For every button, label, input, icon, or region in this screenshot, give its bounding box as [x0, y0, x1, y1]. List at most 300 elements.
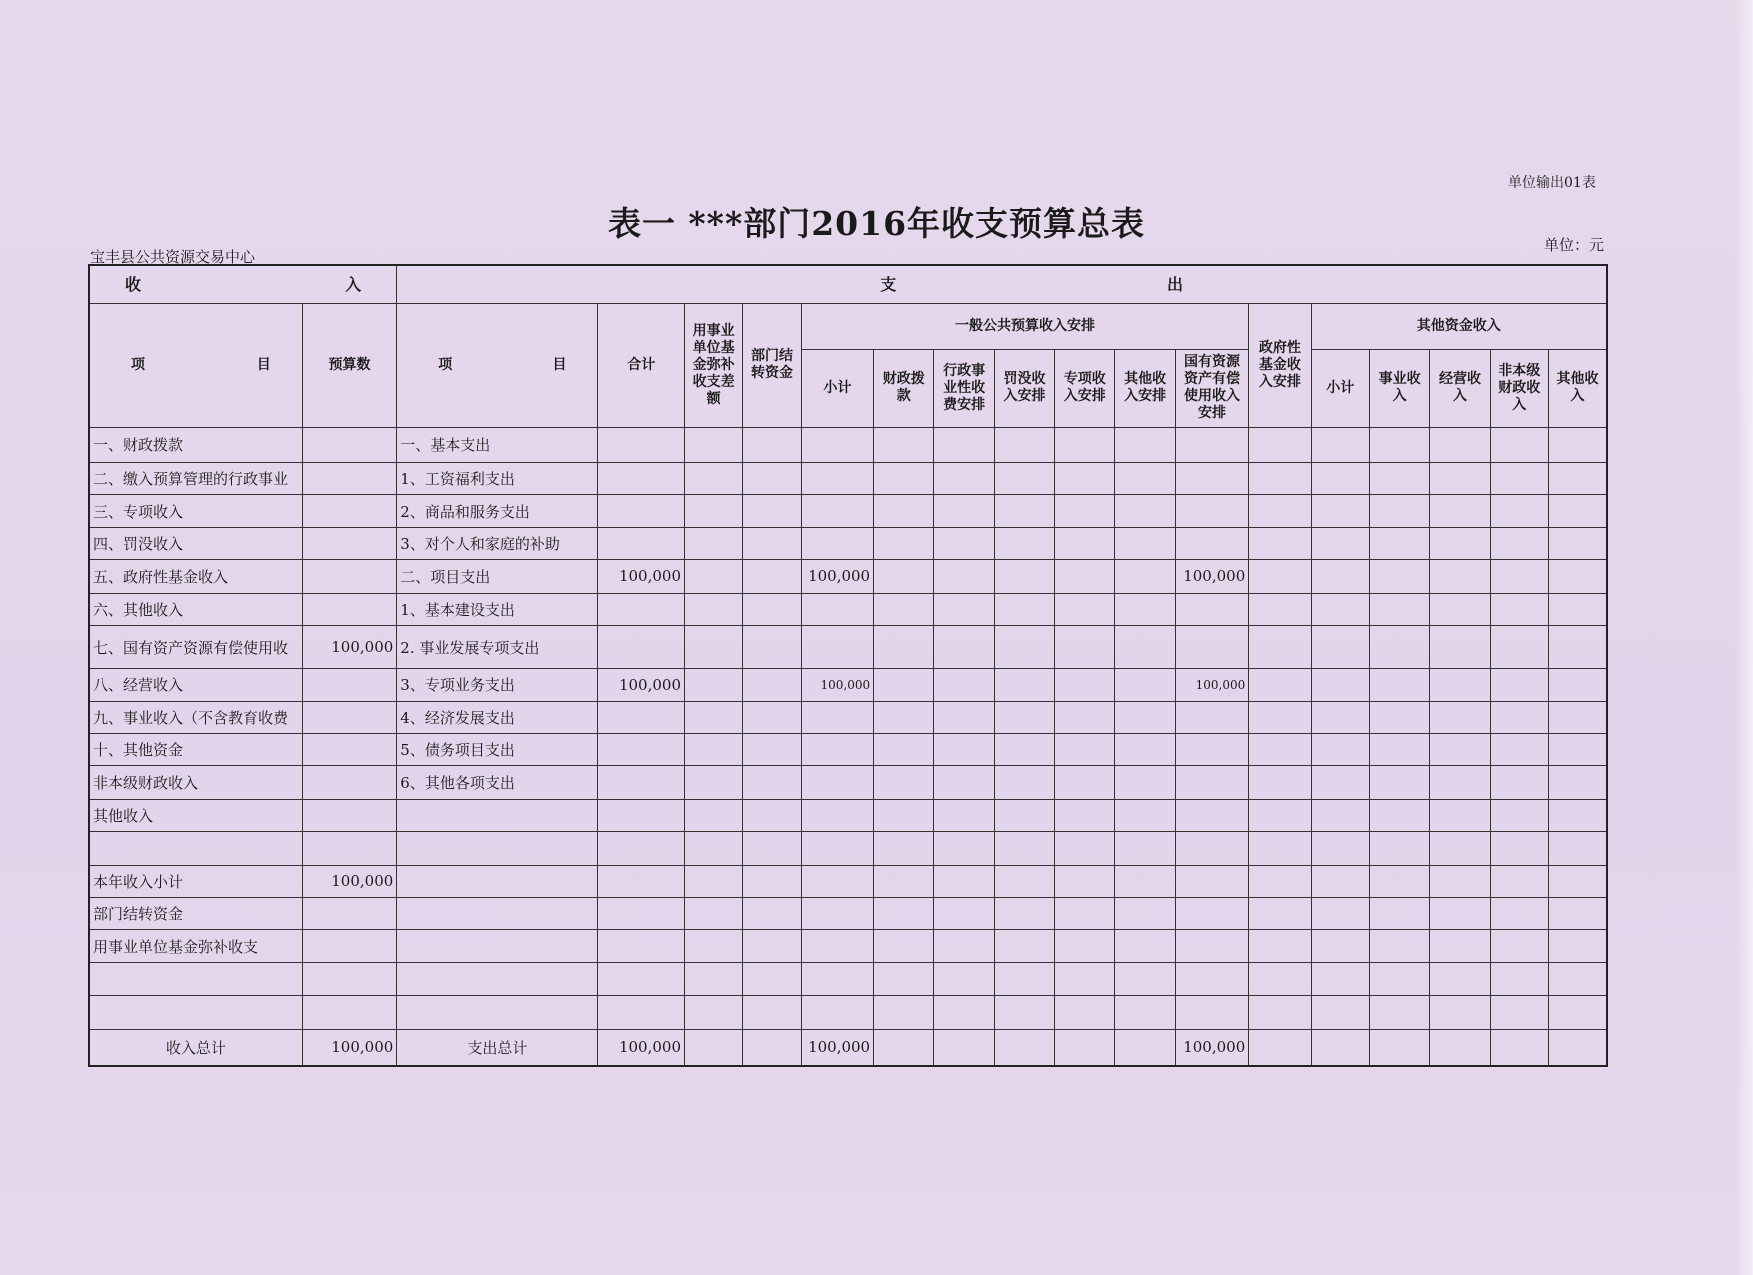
general-subtotal-cell: [801, 898, 873, 930]
carryover-header: 部门结转资金: [743, 303, 801, 427]
expense-item-cell: 支出总计: [397, 1029, 598, 1066]
general-detail-cell: [1115, 669, 1175, 701]
fund-balance-cell: [684, 463, 742, 495]
general-detail-cell: [874, 527, 934, 559]
carryover-cell: [743, 766, 801, 799]
budget-cell: [302, 962, 397, 995]
other-funds-cell: [1369, 626, 1429, 669]
general-detail-cell: [1115, 799, 1175, 831]
fund-balance-cell: [684, 560, 742, 593]
carryover-cell: [743, 832, 801, 865]
budget-cell: [302, 527, 397, 559]
expense-item-cell: [397, 865, 598, 897]
other-funds-cell: [1369, 427, 1429, 463]
fund-balance-cell: [684, 930, 742, 962]
general-detail-cell: [1055, 527, 1115, 559]
general-detail-cell: [934, 832, 994, 865]
budget-cell: [302, 495, 397, 527]
total-cell: [598, 593, 685, 625]
expense-item-cell: 1、工资福利支出: [397, 463, 598, 495]
other-funds-cell: [1548, 766, 1607, 799]
income-header: 收 入: [89, 265, 397, 303]
table-row: [89, 832, 1607, 865]
other-funds-cell: [1490, 996, 1548, 1029]
general-detail-cell: [934, 669, 994, 701]
general-detail-cell: [934, 962, 994, 995]
general-detail-cell: [874, 766, 934, 799]
fund-balance-cell: [684, 733, 742, 765]
total-cell: [598, 930, 685, 962]
general-detail-cell: [1055, 495, 1115, 527]
other-funds-cell: [1311, 832, 1369, 865]
other-funds-cell: [1548, 733, 1607, 765]
other-funds-cell: [1490, 832, 1548, 865]
general-detail-cell: [874, 427, 934, 463]
income-item-cell: 非本级财政收入: [89, 766, 302, 799]
general-detail-cell: [1115, 962, 1175, 995]
general-subtotal-cell: [801, 733, 873, 765]
table-row: [89, 463, 1607, 495]
other-funds-cell: [1311, 865, 1369, 897]
income-item-cell: 九、事业收入（不含教育收费: [89, 701, 302, 733]
income-item-cell: 六、其他收入: [89, 593, 302, 625]
gov-fund-cell: [1249, 1029, 1311, 1066]
carryover-cell: [743, 593, 801, 625]
total-cell: [598, 626, 685, 669]
general-detail-cell: [994, 495, 1054, 527]
unit-name: 宝丰县公共资源交易中心: [90, 248, 256, 266]
other-funds-cell: [1369, 560, 1429, 593]
total-cell: 100,000: [598, 669, 685, 701]
general-detail-cell: [1055, 766, 1115, 799]
general-detail-cell: [934, 996, 994, 1029]
other-funds-cell: [1311, 626, 1369, 669]
carryover-cell: [743, 799, 801, 831]
carryover-cell: [743, 996, 801, 1029]
state-assets-cell: [1175, 865, 1248, 897]
budget-cell: [302, 427, 397, 463]
total-cell: [598, 766, 685, 799]
general-detail-cell: [1055, 593, 1115, 625]
general-detail-cell: [874, 669, 934, 701]
budget-cell: [302, 593, 397, 625]
other-funds-cell: [1548, 701, 1607, 733]
other-funds-cell: [1369, 930, 1429, 962]
other-funds-cell: [1490, 593, 1548, 625]
budget-cell: [302, 766, 397, 799]
carryover-cell: [743, 626, 801, 669]
general-subtotal-cell: [801, 766, 873, 799]
gov-fund-cell: [1249, 898, 1311, 930]
state-assets-cell: [1175, 766, 1248, 799]
general-subtotal-cell: 100,000: [801, 669, 873, 701]
gov-fund-cell: [1249, 799, 1311, 831]
other-funds-cell: [1548, 962, 1607, 995]
total-cell: [598, 527, 685, 559]
general-detail-cell: [934, 865, 994, 897]
expense-item-cell: 2、商品和服务支出: [397, 495, 598, 527]
table-row: [89, 733, 1607, 765]
other-funds-cell: [1548, 463, 1607, 495]
general-detail-cell: [994, 427, 1054, 463]
gov-fund-cell: [1249, 560, 1311, 593]
fiscal-allocation-header: 财政拨款: [874, 349, 934, 427]
general-detail-cell: [1055, 898, 1115, 930]
fund-balance-cell: [684, 669, 742, 701]
other-funds-cell: [1430, 799, 1490, 831]
general-detail-cell: [934, 701, 994, 733]
total-cell: [598, 996, 685, 1029]
state-assets-cell: [1175, 898, 1248, 930]
other-funds-cell: [1490, 495, 1548, 527]
other-funds-cell: [1548, 626, 1607, 669]
general-subtotal-cell: [801, 593, 873, 625]
other-funds-cell: [1311, 527, 1369, 559]
budget-cell: [302, 701, 397, 733]
table-row: [89, 898, 1607, 930]
income-item-cell: 五、政府性基金收入: [89, 560, 302, 593]
other-funds-cell: [1490, 527, 1548, 559]
state-assets-cell: [1175, 996, 1248, 1029]
other-funds-cell: [1369, 1029, 1429, 1066]
income-item-header: 项 目: [89, 303, 302, 427]
other-funds-cell: [1490, 898, 1548, 930]
general-detail-cell: [934, 799, 994, 831]
other-funds-cell: [1430, 593, 1490, 625]
total-cell: [598, 733, 685, 765]
budget-cell: [302, 832, 397, 865]
general-detail-cell: [874, 930, 934, 962]
table-row: [89, 427, 1607, 463]
other-funds-cell: [1369, 701, 1429, 733]
other-funds-cell: [1548, 593, 1607, 625]
other-funds-cell: [1369, 799, 1429, 831]
budget-cell: [302, 669, 397, 701]
general-subtotal-cell: [801, 962, 873, 995]
carryover-cell: [743, 427, 801, 463]
other-subtotal-header: 小计: [1311, 349, 1369, 427]
budget-cell: [302, 560, 397, 593]
expense-item-cell: [397, 962, 598, 995]
table-row: [89, 527, 1607, 559]
other-funds-cell: [1548, 799, 1607, 831]
total-cell: [598, 495, 685, 527]
budget-cell: 100,000: [302, 865, 397, 897]
state-assets-cell: [1175, 427, 1248, 463]
general-detail-cell: [1055, 930, 1115, 962]
other-funds-cell: [1548, 669, 1607, 701]
general-detail-cell: [874, 495, 934, 527]
admin-fee-header: 行政事业性收费安排: [934, 349, 994, 427]
fund-balance-cell: [684, 962, 742, 995]
non-local-fiscal-header: 非本级财政收入: [1490, 349, 1548, 427]
general-detail-cell: [934, 427, 994, 463]
state-assets-cell: [1175, 733, 1248, 765]
budget-cell: [302, 898, 397, 930]
gov-fund-cell: [1249, 996, 1311, 1029]
expense-item-cell: 1、基本建设支出: [397, 593, 598, 625]
state-assets-cell: [1175, 593, 1248, 625]
state-assets-cell: [1175, 527, 1248, 559]
general-detail-cell: [994, 560, 1054, 593]
state-assets-cell: [1175, 463, 1248, 495]
other-funds-cell: [1490, 626, 1548, 669]
general-detail-cell: [994, 626, 1054, 669]
other-funds-cell: [1430, 832, 1490, 865]
other-funds-cell: [1369, 495, 1429, 527]
income-item-cell: [89, 996, 302, 1029]
other-funds-cell: [1369, 898, 1429, 930]
gov-fund-cell: [1249, 766, 1311, 799]
general-detail-cell: [1055, 962, 1115, 995]
gov-fund-cell: [1249, 463, 1311, 495]
carryover-cell: [743, 701, 801, 733]
expense-item-cell: 3、专项业务支出: [397, 669, 598, 701]
other-funds-cell: [1311, 930, 1369, 962]
general-detail-cell: [874, 832, 934, 865]
budget-cell: [302, 733, 397, 765]
expense-item-cell: [397, 832, 598, 865]
carryover-cell: [743, 930, 801, 962]
other-funds-cell: [1369, 996, 1429, 1029]
gov-fund-cell: [1249, 832, 1311, 865]
general-detail-cell: [994, 701, 1054, 733]
expense-item-cell: 3、对个人和家庭的补助: [397, 527, 598, 559]
fund-balance-cell: [684, 1029, 742, 1066]
income-item-cell: 部门结转资金: [89, 898, 302, 930]
table-row: [89, 799, 1607, 831]
general-detail-cell: [1055, 832, 1115, 865]
total-cell: [598, 898, 685, 930]
other-funds-cell: [1548, 865, 1607, 897]
state-assets-cell: [1175, 626, 1248, 669]
state-assets-cell: [1175, 495, 1248, 527]
income-item-cell: 用事业单位基金弥补收支: [89, 930, 302, 962]
carryover-cell: [743, 495, 801, 527]
other-funds-cell: [1430, 898, 1490, 930]
fund-balance-cell: [684, 495, 742, 527]
other-funds-cell: [1430, 463, 1490, 495]
gov-fund-cell: [1249, 626, 1311, 669]
general-detail-cell: [994, 527, 1054, 559]
general-detail-cell: [934, 463, 994, 495]
table-row: [89, 626, 1607, 669]
general-subtotal-cell: [801, 832, 873, 865]
other-funds-cell: [1311, 962, 1369, 995]
general-subtotal-cell: [801, 701, 873, 733]
other-funds-cell: [1430, 766, 1490, 799]
other-funds-cell: [1369, 669, 1429, 701]
general-detail-cell: [874, 733, 934, 765]
other-funds-cell: [1311, 593, 1369, 625]
income-item-cell: 收入总计: [89, 1029, 302, 1066]
general-detail-cell: [994, 1029, 1054, 1066]
general-subtotal-cell: [801, 865, 873, 897]
total-cell: [598, 463, 685, 495]
form-code: 单位输出01表: [1508, 175, 1596, 191]
other-funds-cell: [1430, 996, 1490, 1029]
general-detail-cell: [934, 593, 994, 625]
general-detail-cell: [874, 701, 934, 733]
general-detail-cell: [994, 996, 1054, 1029]
income-item-cell: 四、罚没收入: [89, 527, 302, 559]
table-row: [89, 669, 1607, 701]
table-row: [89, 593, 1607, 625]
income-item-cell: [89, 962, 302, 995]
general-detail-cell: [994, 930, 1054, 962]
fund-balance-cell: [684, 832, 742, 865]
table-row: [89, 996, 1607, 1029]
general-detail-cell: [874, 463, 934, 495]
carryover-cell: [743, 463, 801, 495]
general-detail-cell: [874, 593, 934, 625]
other-funds-cell: [1490, 962, 1548, 995]
other-funds-cell: [1369, 593, 1429, 625]
other-income-header: 其他收入: [1548, 349, 1607, 427]
carryover-cell: [743, 527, 801, 559]
other-funds-cell: [1311, 463, 1369, 495]
other-funds-cell: [1430, 865, 1490, 897]
other-funds-cell: [1430, 427, 1490, 463]
general-detail-cell: [934, 527, 994, 559]
budget-table: [88, 264, 1608, 1067]
general-detail-cell: [1115, 1029, 1175, 1066]
total-cell: [598, 962, 685, 995]
general-detail-cell: [994, 766, 1054, 799]
general-subtotal-cell: [801, 996, 873, 1029]
general-detail-cell: [1055, 1029, 1115, 1066]
general-detail-cell: [1055, 560, 1115, 593]
budget-cell: 100,000: [302, 626, 397, 669]
general-detail-cell: [1115, 593, 1175, 625]
carryover-cell: [743, 733, 801, 765]
general-detail-cell: [1115, 463, 1175, 495]
general-subtotal-cell: 100,000: [801, 1029, 873, 1066]
income-item-cell: 三、专项收入: [89, 495, 302, 527]
other-funds-cell: [1430, 626, 1490, 669]
gov-fund-cell: [1249, 930, 1311, 962]
general-detail-cell: [1115, 766, 1175, 799]
expense-item-cell: [397, 799, 598, 831]
total-cell: [598, 427, 685, 463]
income-item-cell: 十、其他资金: [89, 733, 302, 765]
general-detail-cell: [874, 996, 934, 1029]
expense-item-cell: [397, 898, 598, 930]
other-funds-cell: [1548, 898, 1607, 930]
general-detail-cell: [1115, 495, 1175, 527]
income-item-cell: 本年收入小计: [89, 865, 302, 897]
other-funds-cell: [1311, 898, 1369, 930]
other-funds-cell: [1311, 766, 1369, 799]
general-detail-cell: [934, 495, 994, 527]
general-detail-cell: [934, 560, 994, 593]
general-detail-cell: [994, 799, 1054, 831]
other-funds-cell: [1311, 799, 1369, 831]
business-income-header: 事业收入: [1369, 349, 1429, 427]
other-funds-cell: [1369, 766, 1429, 799]
budget-cell: [302, 463, 397, 495]
other-funds-cell: [1311, 669, 1369, 701]
other-funds-cell: [1548, 832, 1607, 865]
general-subtotal-cell: [801, 527, 873, 559]
other-funds-cell: [1311, 733, 1369, 765]
income-item-cell: 其他收入: [89, 799, 302, 831]
general-detail-cell: [1055, 865, 1115, 897]
general-detail-cell: [934, 930, 994, 962]
general-detail-cell: [934, 733, 994, 765]
other-funds-cell: [1369, 527, 1429, 559]
other-funds-cell: [1490, 930, 1548, 962]
other-funds-cell: [1490, 560, 1548, 593]
other-funds-cell: [1548, 527, 1607, 559]
other-funds-cell: [1490, 865, 1548, 897]
other-funds-cell: [1430, 930, 1490, 962]
carryover-cell: [743, 898, 801, 930]
other-funds-cell: [1369, 463, 1429, 495]
special-income-header: 专项收入安排: [1055, 349, 1115, 427]
gov-fund-cell: [1249, 701, 1311, 733]
state-assets-header: 国有资源资产有偿使用收入安排: [1175, 349, 1248, 427]
other-funds-cell: [1548, 560, 1607, 593]
carryover-cell: [743, 962, 801, 995]
other-funds-cell: [1311, 560, 1369, 593]
general-detail-cell: [1115, 865, 1175, 897]
other-funds-cell: [1430, 733, 1490, 765]
income-item-cell: [89, 832, 302, 865]
general-detail-cell: [1055, 427, 1115, 463]
carryover-cell: [743, 1029, 801, 1066]
fund-balance-cell: [684, 898, 742, 930]
other-funds-cell: [1430, 701, 1490, 733]
general-detail-cell: [1115, 996, 1175, 1029]
state-assets-cell: [1175, 701, 1248, 733]
state-assets-cell: [1175, 930, 1248, 962]
other-funds-cell: [1311, 427, 1369, 463]
expense-item-cell: [397, 996, 598, 1029]
other-funds-cell: [1430, 560, 1490, 593]
expense-header: 支 出: [397, 265, 1607, 303]
operating-income-header: 经营收入: [1430, 349, 1490, 427]
other-funds-cell: [1430, 962, 1490, 995]
general-subtotal-cell: [801, 463, 873, 495]
general-detail-cell: [934, 626, 994, 669]
general-detail-cell: [1055, 701, 1115, 733]
carryover-cell: [743, 669, 801, 701]
general-detail-cell: [1055, 996, 1115, 1029]
state-assets-cell: 100,000: [1175, 560, 1248, 593]
total-cell: [598, 701, 685, 733]
gov-fund-cell: [1249, 669, 1311, 701]
general-detail-cell: [1115, 560, 1175, 593]
table-row: [89, 766, 1607, 799]
general-detail-cell: [1115, 898, 1175, 930]
fund-balance-cell: [684, 996, 742, 1029]
other-income-arr-header: 其他收入安排: [1115, 349, 1175, 427]
general-budget-header: 一般公共预算收入安排: [801, 303, 1249, 349]
table-row: [89, 701, 1607, 733]
budget-cell: [302, 930, 397, 962]
budget-cell: [302, 799, 397, 831]
general-detail-cell: [874, 962, 934, 995]
table-row: [89, 495, 1607, 527]
gov-fund-cell: [1249, 495, 1311, 527]
general-subtotal-cell: 100,000: [801, 560, 873, 593]
total-cell: 100,000: [598, 1029, 685, 1066]
table-row: [89, 865, 1607, 897]
general-detail-cell: [874, 1029, 934, 1066]
income-item-cell: 一、财政拨款: [89, 427, 302, 463]
currency-unit: 单位：元: [1544, 236, 1605, 254]
